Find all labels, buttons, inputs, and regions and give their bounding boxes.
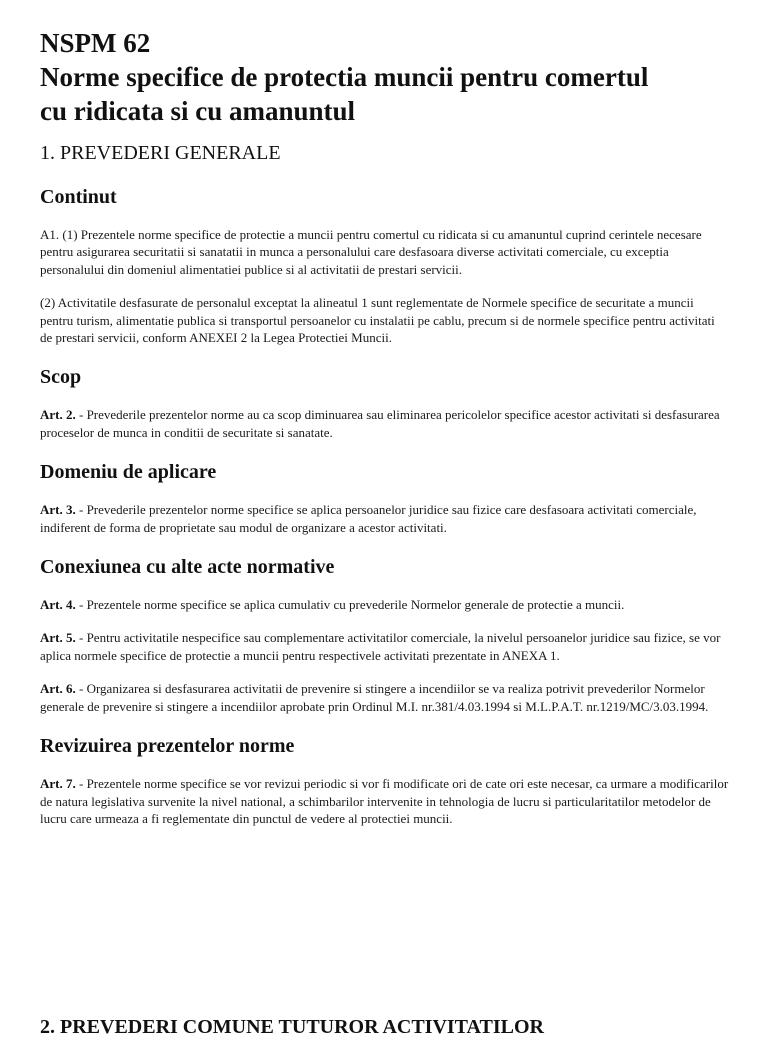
art-2-text: - Prevederile prezentelor norme au ca scop diminuarea sau eliminarea pericolelor specifice acestor activitati si desfasurarea proceselor de munca in conditii de securitate si sanatate. (40, 407, 720, 440)
art-3-label: Art. 3. (40, 502, 76, 518)
art-6-text: - Organizarea si desfasurarea activitatii de prevenire si stingere a incendiilor se va realiza potrivit prevederilor Normelor generale de prevenire si stingere a incendiilor aprobate prin Ordinul M.I. nr.381/4.03.1994 si M.L.P.A.T. nr.1219/MC/3.03.1994. (40, 681, 709, 714)
section-heading-revizuirea: Revizuirea prezentelor norme (40, 735, 295, 758)
section-heading-conexiunea: Conexiunea cu alte acte normative (40, 556, 335, 579)
art-5-label: Art. 5. (40, 630, 76, 646)
art-4-label: Art. 4. (40, 597, 76, 613)
title-line-2: cu ridicata si cu amanuntul (40, 96, 356, 126)
paragraph-art-6 (40, 680, 730, 715)
paragraph-art-5 (40, 629, 730, 664)
paragraph-art-3 (40, 501, 730, 536)
chapter-1-heading: 1. PREVEDERI GENERALE (40, 142, 281, 164)
paragraph-a1-2: (2) Activitatile desfasurate de personalul exceptat la alineatul 1 sunt reglementate de Normele specifice de securitate a muncii pentru turism, alimentatie publica si transportul persoanelor cu instalatii pe cablu, precum si de normele specifice pentru activitati de prestari servicii, conform ANEXEI 2 la Legea Protectiei Muncii. (40, 295, 715, 346)
section-heading-domeniu: Domeniu de aplicare (40, 461, 217, 484)
document-title (40, 26, 730, 128)
art-3-text: - Prevederile prezentelor norme specifice se aplica persoanelor juridice sau fizice care desfasoara activitati comerciale, indiferent de forma de proprietate sau modul de organizare a acestor activitati. (40, 502, 697, 535)
paragraph-a1: A1. (1) Prezentele norme specifice de protectie a muncii pentru comertul cu ridicata si cu amanuntul cuprind cerintele necesare pentru asigurarea securitatii si sanatatii in munca a personalului care desfasoara diverse activitati comerciale, cu exceptia personalului din domeniul alimentatiei publice si al activitatii de prestari servicii. (40, 227, 702, 277)
title-line-1: Norme specifice de protectia muncii pentru comertul (40, 62, 649, 92)
art-4-text: - Prezentele norme specifice se aplica cumulativ cu prevederile Normelor generale de protectie a muncii. (75, 597, 625, 613)
document-page (40, 26, 730, 827)
section-heading-scop: Scop (40, 366, 82, 389)
paragraph-art-2 (40, 406, 730, 441)
chapter-2-heading-cut: 2. PREVEDERI COMUNE TUTUROR ACTIVITATILOR (40, 1016, 544, 1038)
art-7-text: - Prezentele norme specifice se vor revizui periodic si vor fi modificate ori de cate ori este necesar, ca urmare a modificarilor de natura legislativa survenite la nivel national, a schimbarilor intervenite in tehnologia de lucru si particularitatilor metodelor de lucru care urmeaza a fi reglementate din punctul de vedere al protectiei muncii. (40, 776, 729, 826)
art-7-label: Art. 7. (40, 776, 76, 792)
title-code: NSPM 62 (40, 28, 151, 58)
art-2-label: Art. 2. (40, 407, 76, 423)
paragraph-art-7 (40, 775, 730, 827)
art-6-label: Art. 6. (40, 681, 76, 697)
section-heading-continut: Continut (40, 186, 117, 208)
paragraph-art-4 (40, 596, 730, 613)
art-5-text: - Pentru activitatile nespecifice sau complementare activitatilor comerciale, la nivelul persoanelor juridice sau fizice, se vor aplica normele specifice de protectie a muncii pentru respectivele activitati prezentate in ANEXA 1. (40, 630, 721, 663)
